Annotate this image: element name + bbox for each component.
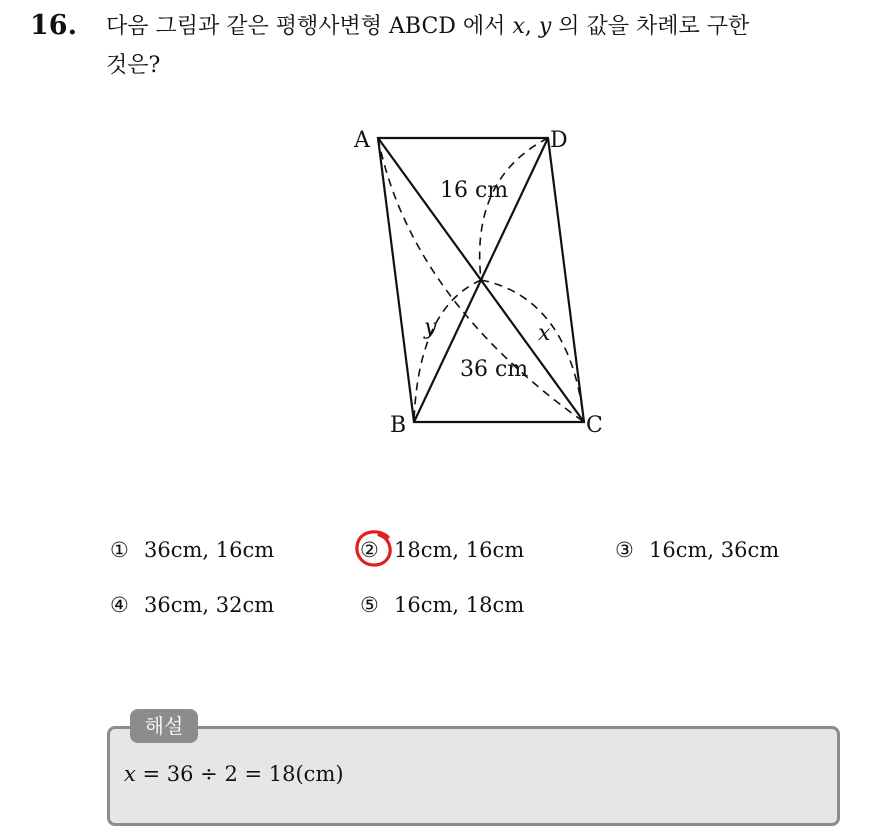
solution-equation — [124, 762, 344, 786]
choice-5-number: ⑤ — [360, 593, 379, 617]
parallelogram-diagram — [340, 118, 630, 448]
question-text-suffix: 의 값을 차례로 구한 — [551, 14, 750, 39]
question-comma: , — [524, 14, 539, 39]
label-x: x — [538, 321, 551, 346]
choice-2-number: ② — [360, 538, 379, 562]
choice-5[interactable] — [360, 591, 524, 619]
question-var-x: x — [512, 14, 525, 39]
choice-1-number: ① — [110, 538, 129, 562]
vertex-d-label: D — [550, 128, 568, 153]
label-y: y — [424, 315, 437, 340]
choice-3-text: 16cm, 36cm — [649, 538, 780, 562]
choice-1-text: 36cm, 16cm — [144, 538, 275, 562]
answer-circle-mark — [352, 527, 396, 571]
choice-3-number: ③ — [615, 538, 634, 562]
label-16cm: 16 cm — [440, 178, 509, 203]
answer-circle-stroke — [357, 532, 390, 565]
vertex-c-label: C — [586, 413, 603, 438]
solution-var-x: x — [124, 762, 136, 786]
label-36cm: 36 cm — [460, 357, 529, 382]
choice-5-text: 16cm, 18cm — [394, 593, 525, 617]
solution-tag: 해설 — [130, 709, 198, 743]
choice-4-number: ④ — [110, 593, 129, 617]
vertex-b-label: B — [390, 413, 407, 438]
question-text-line2: 것은? — [106, 53, 161, 78]
question-text-prefix: 다음 그림과 같은 평행사변형 ABCD 에서 — [106, 14, 513, 39]
choice-4-text: 36cm, 32cm — [144, 593, 275, 617]
parallelogram-figure — [340, 118, 630, 448]
question-text-line1 — [106, 12, 749, 42]
question-var-y: y — [538, 14, 552, 39]
choice-1[interactable] — [110, 536, 274, 564]
question-number: 16. — [30, 10, 77, 41]
choice-3[interactable] — [615, 536, 779, 564]
choice-4[interactable] — [110, 591, 274, 619]
choice-2-text: 18cm, 16cm — [394, 538, 525, 562]
solution-equation-rest: = 36 ÷ 2 = 18(cm) — [135, 762, 344, 786]
vertex-a-label: A — [354, 128, 370, 153]
